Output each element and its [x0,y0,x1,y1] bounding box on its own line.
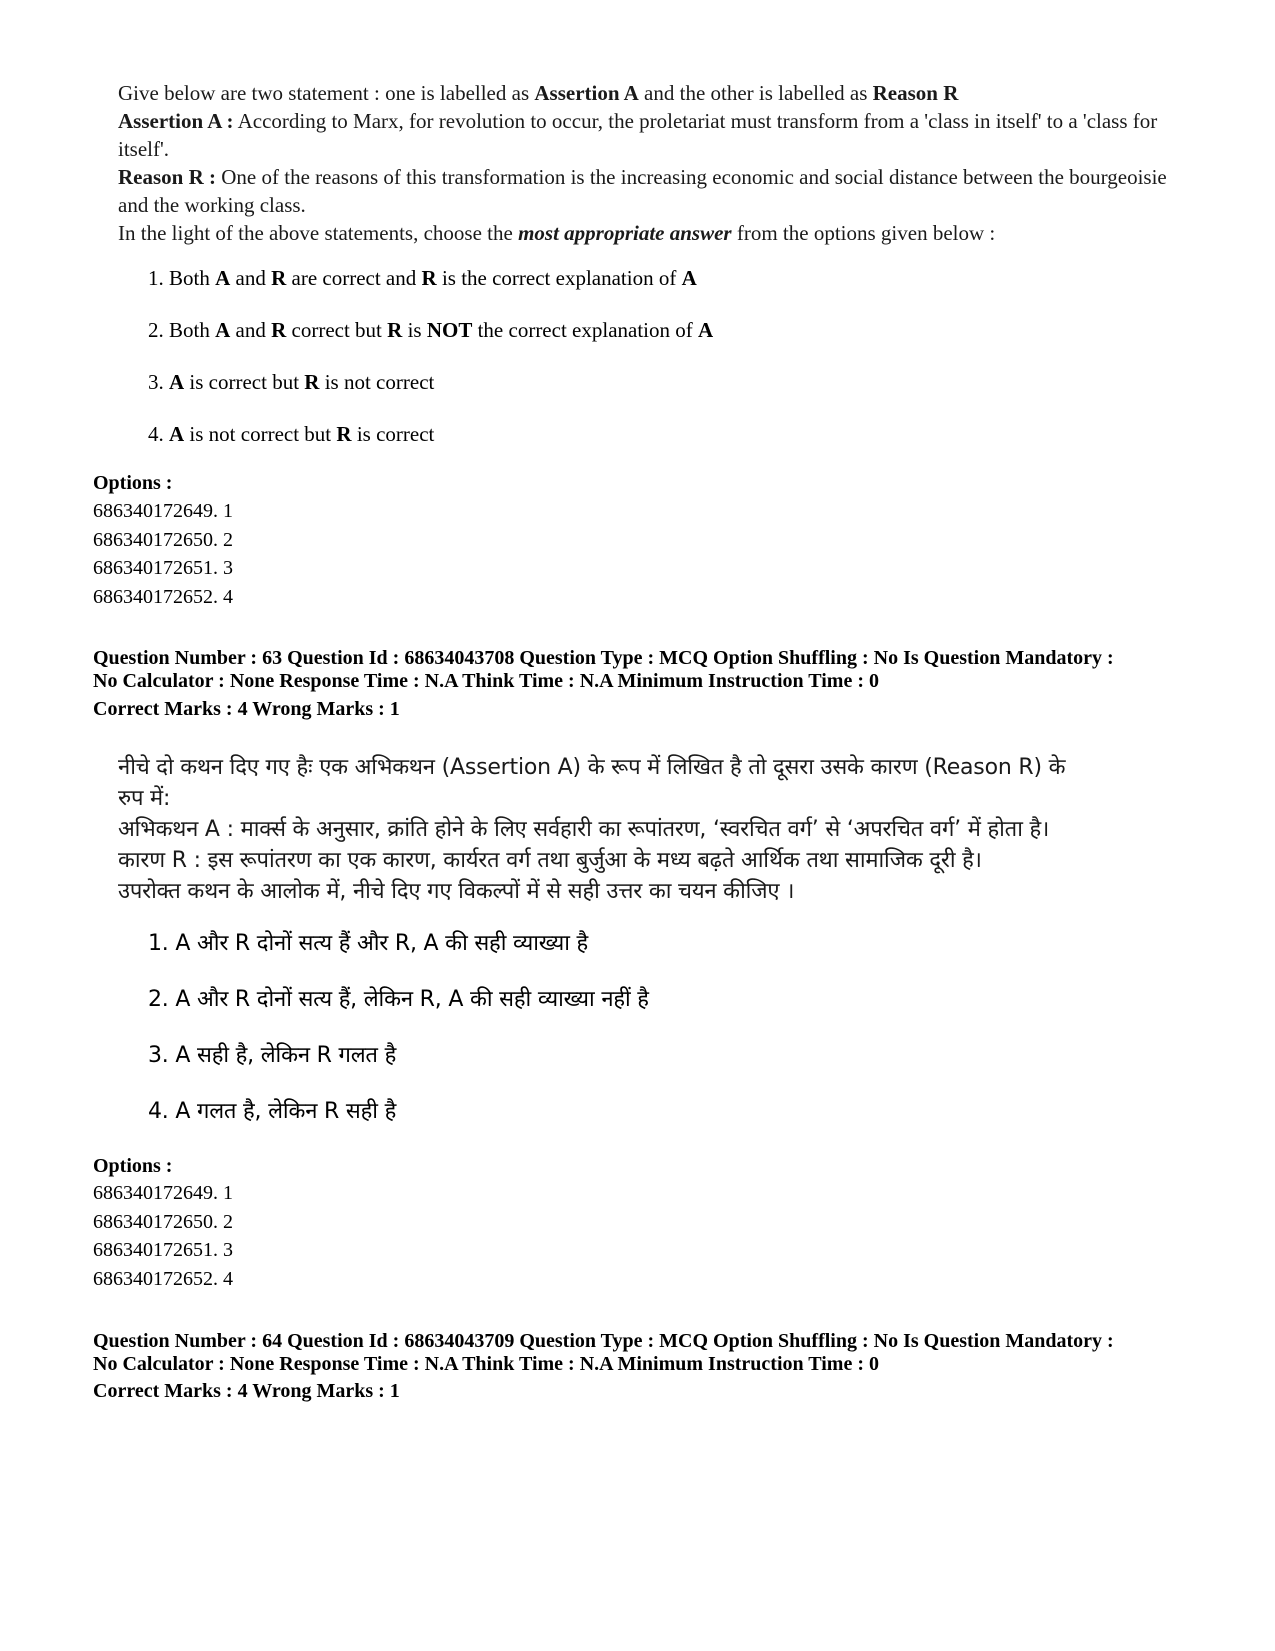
q62-option-1: 686340172649. 1 [93,500,233,522]
q63-hindi-assertion: अभिकथन A : मार्क्स के अनुसार, क्रांति होने के लिए सर्वहारी का रूपांतरण, ‘स्वरचित वर्ग’ से ‘अपरचित वर्ग’ में होता है। [118,817,1050,842]
q64-meta-line-1: Question Number : 64 Question Id : 68634043709 Question Type : MCQ Option Shuffling : No Is Question Mandatory : [93,1330,1114,1352]
q62-choice-4: 4. A is not correct but R is correct [148,422,435,446]
q63-meta-line-2: No Calculator : None Response Time : N.A Think Time : N.A Minimum Instruction Time : 0 [93,670,879,692]
q63-hindi-choice-3: 3. A सही है, लेकिन R गलत है [148,1043,397,1068]
q62-options-list [93,497,233,611]
q64-marks: Correct Marks : 4 Wrong Marks : 1 [93,1380,400,1402]
q63-option-4: 686340172652. 4 [93,1267,233,1290]
q63-hindi-choice-4: 4. A गलत है, लेकिन R सही है [148,1099,397,1124]
q62-choice-2: 2. Both A and R correct but R is NOT the correct explanation of A [148,318,714,342]
q62-option-2: 686340172650. 2 [93,528,233,551]
q62-instruction: In the light of the above statements, choose the most appropriate answer from the options given below : [118,221,996,245]
q62-intro: Give below are two statement : one is labelled as Assertion A and the other is labelled as Reason R [118,81,959,105]
q63-options-list [93,1179,233,1293]
q62-option-3: 686340172651. 3 [93,557,233,579]
q63-hindi-instruction: उपरोक्त कथन के आलोक में, नीचे दिए गए विकल्पों में से सही उत्तर का चयन कीजिए । [118,879,795,904]
q63-marks: Correct Marks : 4 Wrong Marks : 1 [93,698,400,720]
q63-option-1: 686340172649. 1 [93,1182,233,1204]
q63-hindi-choice-2: 2. A और R दोनों सत्य हैं, लेकिन R, A की सही व्याख्या नहीं है [148,987,649,1012]
q63-hindi-choice-1: 1. A और R दोनों सत्य हैं और R, A की सही व्याख्या है [148,931,588,956]
q63-meta-line-1: Question Number : 63 Question Id : 68634043708 Question Type : MCQ Option Shuffling : No Is Question Mandatory : [93,647,1114,669]
q62-assertion: Assertion A : According to Marx, for revolution to occur, the proletariat must transform from a 'class in itself' to a 'class for itself'. [118,109,1158,161]
q62-reason: Reason R : One of the reasons of this transformation is the increasing economic and social distance between the bourgeoisie and the working class. [118,165,1167,217]
q63-option-3: 686340172651. 3 [93,1239,233,1261]
q62-choice-3: 3. A is correct but R is not correct [148,370,435,394]
q64-meta-line-2: No Calculator : None Response Time : N.A Think Time : N.A Minimum Instruction Time : 0 [93,1353,879,1375]
q63-hindi-intro-cont: रुप में: [118,786,171,811]
q63-hindi-statement-block [118,752,1198,907]
q63-options-label: Options : [93,1155,173,1177]
q62-options-label: Options : [93,472,173,494]
q62-statement-block [118,79,1178,247]
q62-choice-1: 1. Both A and R are correct and R is the correct explanation of A [148,266,697,290]
q63-hindi-intro: नीचे दो कथन दिए गए हैः एक अभिकथन (Assertion A) के रूप में लिखित है तो दूसरा उसके कारण (Reason R) के [118,755,1066,780]
q63-hindi-reason: कारण R : इस रूपांतरण का एक कारण, कार्यरत वर्ग तथा बुर्जुआ के मध्य बढ़ते आर्थिक तथा सामाजिक दूरी है। [118,848,982,873]
q63-option-2: 686340172650. 2 [93,1210,233,1233]
q62-option-4: 686340172652. 4 [93,585,233,608]
